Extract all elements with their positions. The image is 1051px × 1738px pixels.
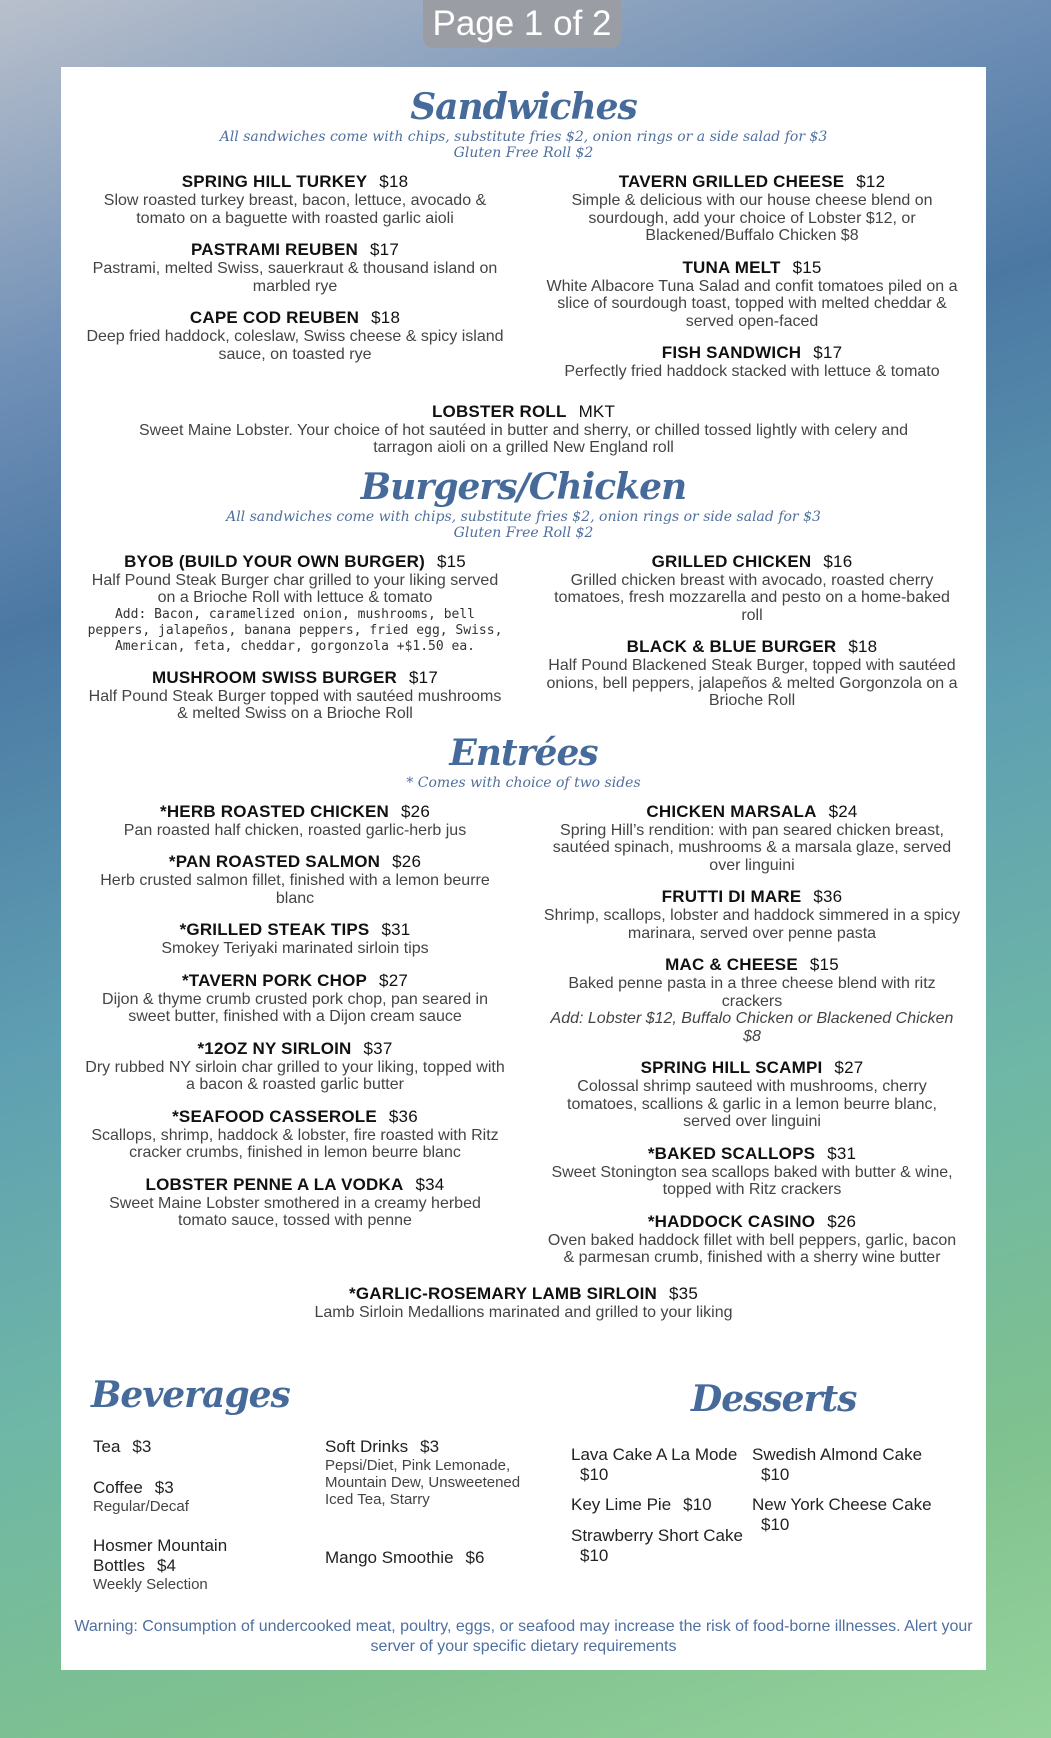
item-description: Lamb Sirloin Medallions marinated and grilled to your liking (314, 1303, 733, 1321)
sandwiches-left-column (85, 171, 505, 393)
item-addon: Add: Lobster $12, Buffalo Chicken or Blackened Chicken $8 (550, 1010, 954, 1045)
item-price: $3 (132, 1437, 152, 1456)
item-description: Smokey Teriyaki marinated sirloin tips (161, 940, 429, 957)
item-name: New York Cheese Cake (752, 1495, 932, 1514)
menu-item (85, 1106, 505, 1162)
item-description: Simple & delicious with our house cheese blend on sourdough, add your choice of Lobster $12, or Blackened/Buffalo Chicken $8 (571, 192, 933, 244)
item-name: *PAN ROASTED SALMON (168, 852, 381, 871)
menu-item (85, 307, 505, 363)
item-price: $27 (834, 1058, 864, 1077)
item-name: *SEAFOOD CASSEROLE (172, 1106, 377, 1126)
item-price: MKT (578, 401, 616, 421)
item-name-line2: Bottles (93, 1556, 145, 1575)
item-name: Soft Drinks (325, 1437, 409, 1456)
menu-item (542, 636, 962, 710)
menu-item (85, 171, 505, 227)
entrees-title: Entrées (449, 731, 598, 774)
sandwiches-right-column (542, 171, 962, 393)
item-description: Half Pound Steak Burger topped with sautéed mushrooms & melted Swiss on a Brioche Roll (88, 687, 502, 722)
item-name: Hosmer Mountain (93, 1536, 228, 1555)
item-name: CHICKEN MARSALA (646, 801, 817, 821)
item-name: Key Lime Pie (571, 1495, 672, 1514)
menu-item (542, 257, 962, 331)
menu-item (85, 919, 505, 958)
item-name: BYOB (BUILD YOUR OWN BURGER) (124, 551, 425, 571)
menu-item (542, 886, 962, 942)
item-price: $10 (761, 1515, 790, 1534)
item-description: Colossal shrimp sauteed with mushrooms, cherry tomatoes, scallions & garlic in a lemon beurre blanc, served over linguini (567, 1078, 937, 1130)
item-name: MAC & CHEESE (665, 955, 798, 974)
item-description: Herb crusted salmon fillet, finished with a lemon beurre blanc (100, 872, 490, 907)
item-price: $12 (856, 172, 886, 191)
item-price: $15 (436, 551, 466, 571)
item-price: $15 (792, 257, 822, 277)
item-name: SPRING HILL SCAMPI (640, 1058, 823, 1077)
beverage-coffee (93, 1478, 189, 1515)
item-description: Grilled chicken breast with avocado, roasted cherry tomatoes, fresh mozzarella and pesto on a home-baked roll (554, 571, 950, 624)
item-name: Lava Cake A La Mode (571, 1445, 738, 1464)
menu-item (542, 171, 962, 245)
item-name: Strawberry Short Cake (571, 1526, 743, 1545)
dessert-key-lime-pie (571, 1495, 712, 1515)
menu-item (85, 970, 505, 1026)
item-description: Baked penne pasta in a three cheese blend with ritz crackers (568, 975, 936, 1010)
sandwiches-note: All sandwiches come with chips, substitute fries $2, onion rings or a side salad for $3 (219, 129, 828, 145)
item-description: Deep fried haddock, coleslaw, Swiss cheese & spicy island sauce, on toasted rye (86, 328, 504, 363)
item-description: Sweet Stonington sea scallops baked with butter & wine, topped with Ritz crackers (551, 1163, 953, 1198)
item-name: *GRILLED STEAK TIPS (179, 920, 370, 939)
item-price: $10 (580, 1465, 609, 1484)
item-name: *GARLIC-ROSEMARY LAMB SIRLOIN (349, 1283, 658, 1303)
item-price: $36 (813, 887, 843, 906)
entrees-note: * Comes with choice of two sides (406, 774, 641, 791)
burgers-note: All sandwiches come with chips, substitute fries $2, onion rings or side salad for $3 (226, 508, 821, 525)
item-name: SPRING HILL TURKEY (181, 172, 368, 191)
item-description: Slow roasted turkey breast, bacon, lettuce, avocado & tomato on a baguette with roasted garlic aioli (103, 192, 487, 227)
menu-item-lobster-roll (85, 401, 962, 457)
item-price: $26 (401, 801, 430, 821)
item-price: $26 (392, 852, 422, 871)
entrees-right-column (542, 801, 962, 1279)
item-description: Scallops, shrimp, haddock & lobster, fire roasted with Ritz cracker crumbs, finished in lemon beurre blanc (91, 1126, 499, 1161)
beverage-mango-smoothie (325, 1548, 484, 1568)
item-price: $31 (827, 1143, 857, 1163)
item-name: FRUTTI DI MARE (661, 887, 802, 906)
menu-item-lamb-sirloin (85, 1283, 962, 1322)
item-price: $35 (669, 1283, 698, 1303)
dessert-swedish-almond-cake (752, 1445, 942, 1485)
item-description: Weekly Selection (93, 1576, 208, 1593)
menu-page (61, 67, 986, 1670)
menu-item (542, 1057, 962, 1131)
menu-item (542, 801, 962, 875)
item-price: $10 (761, 1465, 790, 1484)
item-name: FISH SANDWICH (661, 343, 802, 362)
item-name: MUSHROOM SWISS BURGER (151, 667, 398, 687)
dessert-new-york-cheese-cake (752, 1495, 942, 1535)
menu-item (542, 1211, 962, 1267)
menu-item (542, 551, 962, 625)
item-name: *TAVERN PORK CHOP (181, 970, 368, 990)
item-name: Coffee (93, 1478, 143, 1497)
item-name: TAVERN GRILLED CHEESE (618, 172, 845, 191)
item-price: $17 (409, 667, 438, 687)
beverage-soft-drinks (325, 1437, 535, 1508)
item-name: Tea (93, 1437, 121, 1456)
item-price: $3 (154, 1478, 174, 1497)
menu-item (85, 801, 505, 840)
menu-item (85, 667, 505, 723)
item-price: $26 (827, 1211, 857, 1231)
item-name: BLACK & BLUE BURGER (626, 637, 837, 656)
item-price: $36 (388, 1106, 418, 1126)
item-description: Dijon & thyme crumb crusted pork chop, pan seared in sweet butter, finished with a Dijon cream sauce (102, 990, 488, 1025)
item-description: Dry rubbed NY sirloin char grilled to your liking, topped with a bacon & roasted garlic butter (85, 1058, 505, 1093)
menu-item (542, 342, 962, 381)
burgers-right-column (542, 551, 962, 735)
item-price: $10 (683, 1495, 712, 1514)
item-name: Swedish Almond Cake (752, 1445, 923, 1464)
item-price: $27 (379, 970, 409, 990)
menu-item (85, 851, 505, 907)
item-price: $17 (813, 343, 843, 362)
item-description: Pepsi/Diet, Pink Lemonade, Mountain Dew, Unsweetened Iced Tea, Starry (325, 1457, 521, 1508)
item-price: $37 (363, 1038, 393, 1058)
item-price: $16 (823, 551, 853, 571)
item-description: White Albacore Tuna Salad and confit tomatoes piled on a slice of sourdough toast, topped with melted cheddar & served open-faced (546, 277, 958, 330)
item-price: $4 (156, 1556, 176, 1575)
item-description: Perfectly fried haddock stacked with lettuce & tomato (564, 363, 940, 380)
item-name: LOBSTER PENNE A LA VODKA (145, 1174, 404, 1194)
page-indicator: Page 1 of 2 (423, 0, 621, 48)
menu-item (542, 954, 962, 1045)
menu-item (85, 239, 505, 295)
item-description: Half Pound Blackened Steak Burger, topped with sautéed onions, bell peppers, jalapeños & melted Gorgonzola on a Brioche Roll (546, 657, 958, 709)
item-description: Shrimp, scallops, lobster and haddock simmered in a spicy marinara, served over penne pasta (543, 907, 961, 942)
item-description: Sweet Maine Lobster. Your choice of hot sautéed in butter and sherry, or chilled tossed lightly with celery and tarragon aioli on a grilled New England roll (138, 421, 909, 456)
item-addon: Add: Bacon, caramelized onion, mushrooms, bell peppers, jalapeños, banana peppers, fried egg, Swiss, American, feta, cheddar, gorgonzola +$1.50 ea. (87, 606, 503, 654)
item-name: TUNA MELT (682, 257, 781, 277)
sandwiches-gluten-note: Gluten Free Roll $2 (453, 145, 594, 161)
item-price: $18 (371, 308, 401, 327)
burgers-left-column (85, 551, 505, 735)
menu-item (542, 1143, 962, 1199)
item-price: $34 (415, 1174, 445, 1194)
item-price: $24 (828, 801, 858, 821)
item-description: Sweet Maine Lobster smothered in a creamy herbed tomato sauce, tossed with penne (109, 1194, 481, 1229)
item-name: CAPE COD REUBEN (189, 308, 360, 327)
item-price: $18 (379, 172, 409, 191)
item-description: Regular/Decaf (93, 1498, 189, 1515)
item-price: $3 (420, 1437, 440, 1456)
item-name: GRILLED CHICKEN (651, 551, 812, 571)
menu-item (85, 551, 505, 655)
item-price: $6 (465, 1548, 485, 1567)
item-name: LOBSTER ROLL (431, 401, 567, 421)
item-price: $31 (381, 920, 411, 939)
item-price: $15 (809, 955, 839, 974)
item-name: *HERB ROASTED CHICKEN (160, 801, 390, 821)
item-name: *HADDOCK CASINO (647, 1211, 816, 1231)
beverage-hosmer (93, 1536, 227, 1593)
item-price: $17 (370, 240, 399, 259)
sandwiches-title: Sandwiches (410, 86, 637, 128)
item-price: $18 (848, 637, 878, 656)
dessert-strawberry-short-cake (571, 1526, 761, 1566)
burgers-title: Burgers/Chicken (360, 465, 687, 508)
item-description: Oven baked haddock fillet with bell peppers, garlic, bacon & parmesan crumb, finished with a sherry wine butter (547, 1231, 957, 1266)
item-description: Pastrami, melted Swiss, sauerkraut & thousand island on marbled rye (92, 260, 498, 295)
item-name: Mango Smoothie (325, 1548, 454, 1567)
menu-item (85, 1174, 505, 1230)
beverage-tea (93, 1437, 151, 1457)
burgers-gluten-note: Gluten Free Roll $2 (453, 524, 594, 541)
item-name: *BAKED SCALLOPS (647, 1143, 816, 1163)
food-safety-warning: Warning: Consumption of undercooked meat, poultry, eggs, or seafood may increase the risk of food-borne illnesses. Alert your server of your specific dietary requirements (74, 1618, 973, 1655)
beverages-title: Beverages (91, 1374, 290, 1416)
menu-item (85, 1038, 505, 1094)
item-description: Half Pound Steak Burger char grilled to your liking served on a Brioche Roll with lettuce & tomato (91, 571, 499, 606)
item-price: $10 (580, 1546, 609, 1565)
desserts-title: Desserts (691, 1378, 857, 1420)
item-name: PASTRAMI REUBEN (191, 240, 359, 259)
item-description: Pan roasted half chicken, roasted garlic-herb jus (123, 821, 467, 839)
item-name: *12OZ NY SIRLOIN (197, 1038, 352, 1058)
item-description: Spring Hill’s rendition: with pan seared chicken breast, sautéed spinach, mushrooms & a marsala glaze, served over linguini (552, 821, 952, 874)
dessert-lava-cake (571, 1445, 751, 1485)
entrees-left-column (85, 801, 505, 1279)
